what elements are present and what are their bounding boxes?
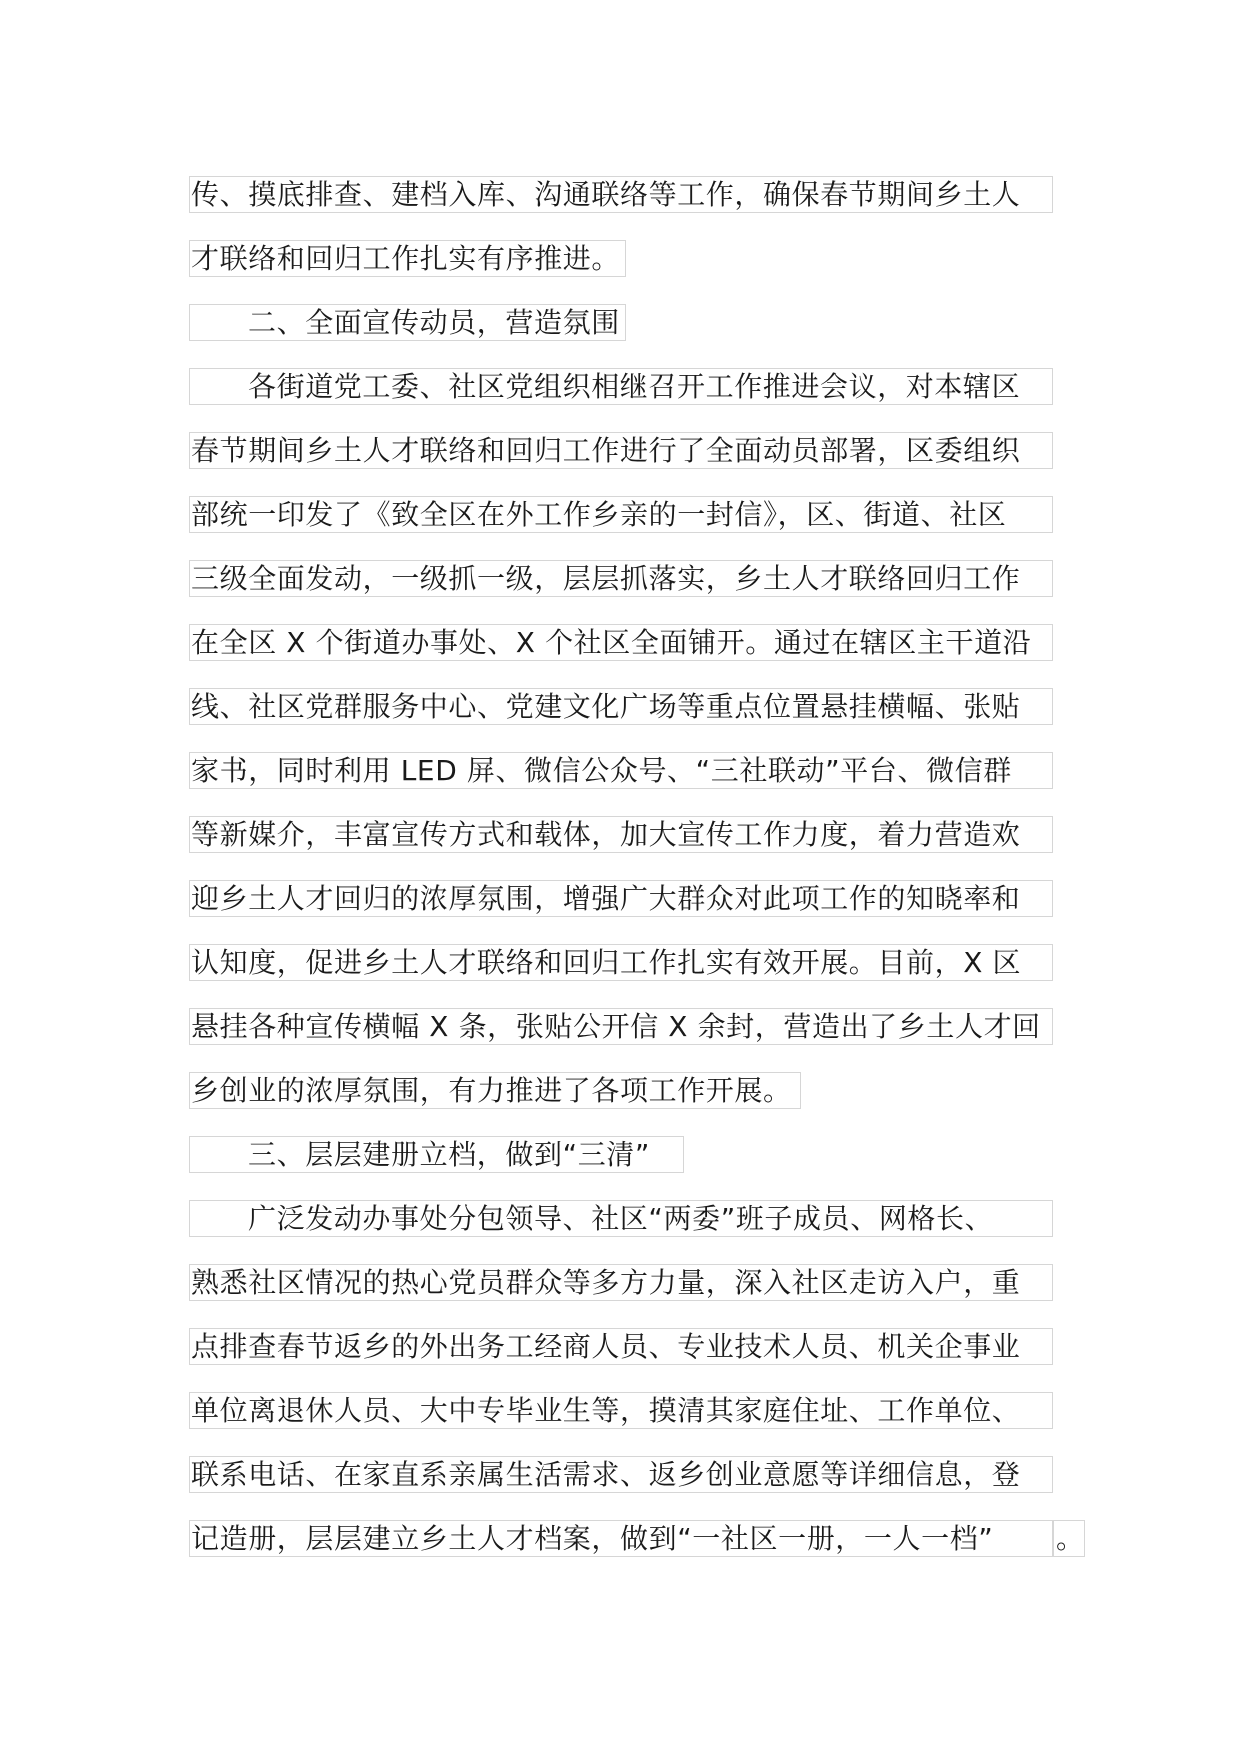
body-line: 才联络和回归工作扎实有序推进。 (189, 240, 626, 277)
body-line: 在全区 X 个街道办事处、X 个社区全面铺开。通过在辖区主干道沿 (189, 624, 1053, 661)
section-heading: 三、层层建册立档，做到“三清” (189, 1136, 684, 1173)
body-line: 线、社区党群服务中心、党建文化广场等重点位置悬挂横幅、张贴 (189, 688, 1053, 725)
body-line: 熟悉社区情况的热心党员群众等多方力量，深入社区走访入户，重 (189, 1264, 1053, 1301)
body-line: 等新媒介，丰富宣传方式和载体，加大宣传工作力度，着力营造欢 (189, 816, 1053, 853)
body-line: 春节期间乡土人才联络和回归工作进行了全面动员部署，区委组织 (189, 432, 1053, 469)
body-line: 各街道党工委、社区党组织相继召开工作推进会议，对本辖区 (189, 368, 1053, 405)
body-line: 广泛发动办事处分包领导、社区“两委”班子成员、网格长、 (189, 1200, 1053, 1237)
section-heading: 二、全面宣传动员，营造氛围 (189, 304, 626, 341)
body-line: 三级全面发动，一级抓一级，层层抓落实，乡土人才联络回归工作 (189, 560, 1053, 597)
body-line: 家书，同时利用 LED 屏、微信公众号、“三社联动”平台、微信群 (189, 752, 1053, 789)
body-line: 悬挂各种宣传横幅 X 条，张贴公开信 X 余封，营造出了乡土人才回 (189, 1008, 1053, 1045)
trailing-punctuation: 。 (1053, 1520, 1085, 1557)
body-line: 迎乡土人才回归的浓厚氛围，增强广大群众对此项工作的知晓率和 (189, 880, 1053, 917)
body-line: 单位离退休人员、大中专毕业生等，摸清其家庭住址、工作单位、 (189, 1392, 1053, 1429)
body-line: 认知度，促进乡土人才联络和回归工作扎实有效开展。目前，X 区 (189, 944, 1053, 981)
body-line: 点排查春节返乡的外出务工经商人员、专业技术人员、机关企事业 (189, 1328, 1053, 1365)
body-line: 联系电话、在家直系亲属生活需求、返乡创业意愿等详细信息，登 (189, 1456, 1053, 1493)
body-line: 传、摸底排查、建档入库、沟通联络等工作，确保春节期间乡土人 (189, 176, 1053, 213)
body-line: 乡创业的浓厚氛围，有力推进了各项工作开展。 (189, 1072, 801, 1109)
body-line: 部统一印发了《致全区在外工作乡亲的一封信》，区、街道、社区 (189, 496, 1053, 533)
body-line: 记造册，层层建立乡土人才档案，做到“一社区一册，一人一档” (189, 1520, 1053, 1557)
